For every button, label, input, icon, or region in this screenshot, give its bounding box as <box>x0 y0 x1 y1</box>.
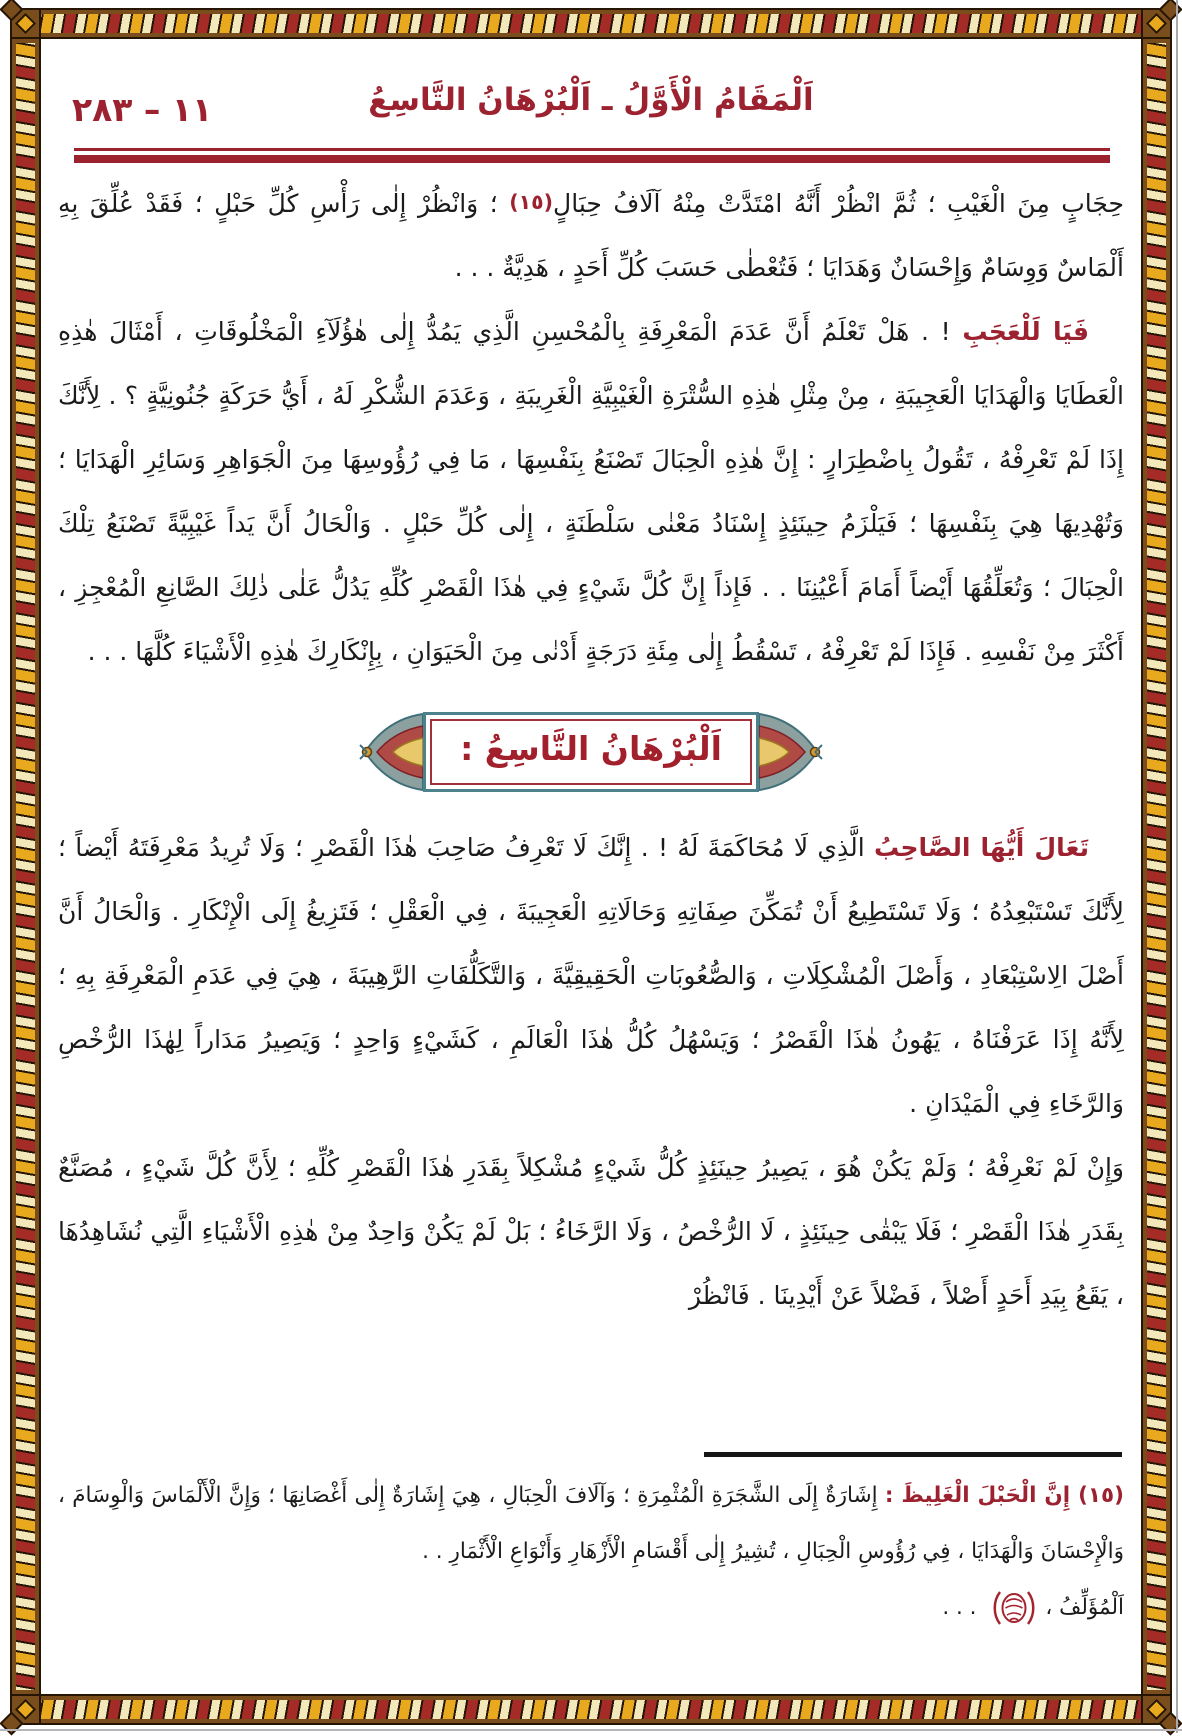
paragraph-exclamation <box>58 300 1124 684</box>
page-header <box>58 76 1124 140</box>
floral-ornament-right-icon <box>759 706 823 798</box>
border-corner-bottom-right <box>1141 1694 1172 1725</box>
paragraph-1-text-after-ref: ؛ وَانْظُرْ إِلٰى رَأْسِ كُلِّ حَبْلٍ ؛ فَقَدْ عُلِّقَ بِهِ أَلْمَاسٌ وَوِسَامٌ وَإِحْسَانٌ وَهَدَايَا ؛ فَتُعْطٰى حَسَبَ كُلِّ أَحَدٍ ، هَدِيَّةٌ . . . <box>58 189 1124 282</box>
body-text <box>58 170 1124 1445</box>
author-signature-line <box>58 1580 1124 1636</box>
page-edge-shadow-right <box>1176 0 1178 1733</box>
footnote-marker: (١٥) <box>1078 1483 1124 1508</box>
paragraph-2-red-lead: فَيَا لَلْعَجَبِ <box>962 317 1090 346</box>
author-seal-icon <box>991 1588 1037 1628</box>
page-edge-shadow-bottom <box>0 1729 1182 1731</box>
footnote-text: إِشَارَةٌ إِلَى الشَّجَرَةِ الْمُثْمِرَةِ ؛ وَآلَافَ الْحِبَالِ ، هِيَ إِشَارَةٌ إِلٰى أَغْصَانِهَا ؛ وَإِنَّ الْأَلْمَاسَ وَالْوِسَامَ ، وَالْإِحْسَانَ وَالْهَدَايَا ، فِي رُؤُوسِ الْحِبَالِ ، تُشِيرُ إِلٰى أَقْسَامِ الْأَزْهَارِ وَأَنْوَاعِ الْأَثْمَارِ . . <box>58 1483 1124 1564</box>
border-bottom <box>10 1694 1172 1725</box>
paragraph-continuation <box>58 170 1124 300</box>
paragraph-companion <box>58 816 1124 1136</box>
footnote-reference-15[interactable]: (١٥) <box>509 190 554 214</box>
border-left <box>10 37 41 1696</box>
border-corner-bottom-left <box>10 1694 41 1725</box>
paragraph-1-text: حِجَابٍ مِنَ الْغَيْبِ ؛ ثُمَّ انْظُرْ أَنَّهُ امْتَدَّتْ مِنْهُ آلَافُ حِبَالٍ <box>553 189 1124 218</box>
footnote-divider <box>704 1452 1122 1457</box>
header-rule-thick <box>74 155 1110 163</box>
page-numbers: ١١ – ٢٨٣ <box>72 90 213 129</box>
section-heading-box <box>423 712 759 793</box>
page-content <box>58 0 1124 1693</box>
section-heading: اَلْبُرْهَانُ التَّاسِعُ : <box>460 728 722 768</box>
footnote-red-lead: إِنَّ الْحَبْلَ الْغَلِيظَ : <box>884 1483 1079 1508</box>
signature-ellipsis: . . . <box>942 1595 984 1620</box>
border-corner-top-right <box>1141 8 1172 39</box>
author-signature: اَلْمُؤَلِّفُ ، <box>1045 1595 1124 1620</box>
footnote-text-paragraph <box>58 1468 1124 1580</box>
paragraph-2-text: ! . هَلْ تَعْلَمُ أَنَّ عَدَمَ الْمَعْرِفَةِ بِالْمُحْسِنِ الَّذِي يَمُدُّ إِلٰى هٰؤُلَآءِ الْمَخْلُوقَاتِ ، أَمْثَالَ هٰذِهِ الْعَطَايَا وَالْهَدَايَا الْعَجِيبَةِ ، مِنْ مِثْلِ هٰذِهِ السُّتْرَةِ الْغَيْبِيَّةِ الْغَرِيبَةِ ، وَعَدَمَ الشُّكْرِ لَهُ ، أَيُّ حَرَكَةٍ جُنُونِيَّةٍ ؟ . لِأَنَّكَ إِذَا لَمْ تَعْرِفْهُ ، تَقُولُ بِاضْطِرَارٍ : إِنَّ هٰذِهِ الْحِبَالَ تَصْنَعُ بِنَفْسِهَا ، مَا فِي رُؤُوسِهَا مِنَ الْجَوَاهِرِ وَسَائِرِ الْهَدَايَا ؛ وَتُهْدِيهَا هِيَ بِنَفْسِهَا ؛ فَيَلْزَمُ حِينَئِذٍ إِسْنَادُ مَعْنٰى سَلْطَنَةٍ ، إِلٰى كُلِّ حَبْلٍ . وَالْحَالُ أَنَّ يَداً غَيْبِيَّةً تَصْنَعُ تِلْكَ الْحِبَالَ ؛ وَتُعَلِّقُهَا أَيْضاً أَمَامَ أَعْيُنِنَا . . فَإِذاً إِنَّ كُلَّ شَيْءٍ فِي هٰذَا الْقَصْرِ كُلِّهِ يَدُلُّ عَلٰى ذٰلِكَ الصَّانِعِ الْمُعْجِزِ ، أَكْثَرَ مِنْ نَفْسِهِ . فَإِذَا لَمْ تَعْرِفْهُ ، تَسْقُطُ إِلٰى مِئَةِ دَرَجَةٍ أَدْنٰى مِنَ الْحَيَوَانِ ، بِإِنْكَارِكَ هٰذِهِ الْأَشْيَاءَ كُلَّهَا . . . <box>58 317 1124 666</box>
header-double-rule <box>74 148 1110 163</box>
section-heading-row <box>58 700 1124 804</box>
footnote-block <box>58 1468 1124 1636</box>
border-corner-top-left <box>10 8 41 39</box>
page-title: اَلْمَقَامُ الْأَوَّلُ ـ اَلْبُرْهَانُ التَّاسِعُ <box>368 82 814 118</box>
paragraph-3-red-lead: تَعَالَ أَيُّهَا الصَّاحِبُ <box>874 833 1090 862</box>
floral-ornament-left-icon <box>359 706 423 798</box>
paragraph-final: وَإِنْ لَمْ نَعْرِفْهُ ؛ وَلَمْ يَكُنْ هُوَ ، يَصِيرُ حِينَئِذٍ كُلُّ شَيْءٍ مُشْكِلاً بِقَدَرِ هٰذَا الْقَصْرِ كُلِّهِ ؛ لِأَنَّ كُلَّ شَيْءٍ ، مُصَنَّعٌ بِقَدَرِ هٰذَا الْقَصْرِ ؛ فَلَا يَبْقٰى حِينَئِذٍ ، لَا الرُّخْصُ ، وَلَا الرَّخَاءُ ؛ بَلْ لَمْ يَكُنْ وَاحِدٌ مِنْ هٰذِهِ الْأَشْيَاءِ الَّتِي نُشَاهِدُهَا ، يَقَعُ بِيَدِ أَحَدٍ أَصْلاً ، فَضْلاً عَنْ أَيْدِينَا . فَانْظُرْ <box>58 1153 1124 1310</box>
paragraph-3-text: الَّذِي لَا مُحَاكَمَةَ لَهُ ! . إِنَّكَ لَا تَعْرِفُ صَاحِبَ هٰذَا الْقَصْرِ ؛ وَلَا تُرِيدُ مَعْرِفَتَهُ أَيْضاً ؛ لِأَنَّكَ تَسْتَبْعِدُهُ ؛ وَلَا تَسْتَطِيعُ أَنْ تُمَكِّنَ صِفَاتِهِ وَحَالَاتِهِ الْعَجِيبَةَ ، فِي الْعَقْلِ ؛ فَتَزِيغُ إِلَى الْإِنْكَارِ . وَالْحَالُ أَنَّ أَصْلَ الِاسْتِبْعَادِ ، وَأَصْلَ الْمُشْكِلَاتِ ، وَالصُّعُوبَاتِ الْحَقِيقِيَّةَ ، وَالتَّكَلُّفَاتِ الرَّهِيبَةَ ، هِيَ فِي عَدَمِ الْمَعْرِفَةِ بِهِ ؛ لِأَنَّهُ إِذَا عَرَفْنَاهُ ، يَهُونُ هٰذَا الْقَصْرُ ؛ وَيَسْهُلُ كُلُّ هٰذَا الْعَالَمِ ، كَشَيْءٍ وَاحِدٍ ؛ وَيَصِيرُ مَدَاراً لِهٰذَا الرُّخْصِ وَالرَّخَاءِ فِي الْمَيْدَانِ . <box>58 833 1124 1118</box>
border-right <box>1141 37 1172 1696</box>
